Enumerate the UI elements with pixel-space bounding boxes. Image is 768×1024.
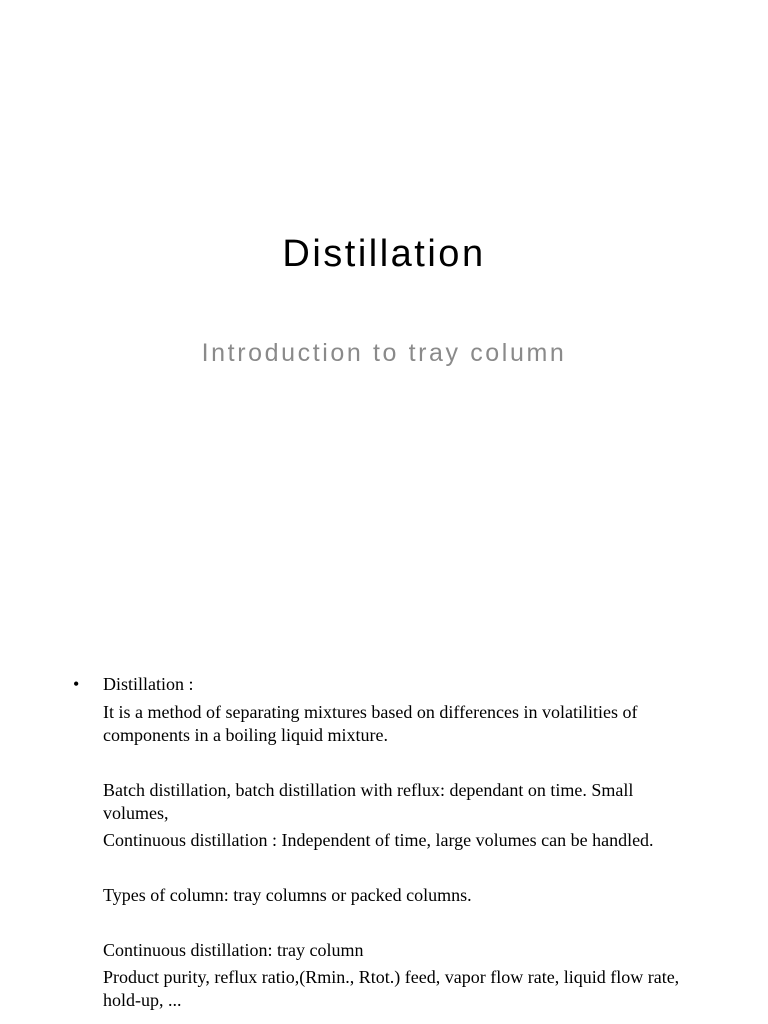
- bullet-marker: •: [73, 674, 80, 694]
- types-paragraph: Types of column: tray columns or packed columns.: [103, 885, 472, 905]
- product-paragraph: Product purity, reflux ratio,(Rmin., Rtot.) feed, vapor flow rate, liquid flow rate, hold-up, ...: [103, 967, 680, 1010]
- slide-subtitle: Introduction to tray column: [201, 339, 567, 367]
- definition-paragraph: It is a method of separating mixtures based on differences in volatilities of components in a boiling liquid mixture.: [103, 702, 638, 745]
- continuous-paragraph: Continuous distillation : Independent of time, large volumes can be handled.: [103, 830, 654, 850]
- slide-title: Distillation: [282, 233, 486, 275]
- bullet-text-column: [103, 673, 703, 1012]
- tray-column-heading: Continuous distillation: tray column: [103, 940, 364, 960]
- bullet-heading: Distillation :: [103, 674, 194, 694]
- batch-paragraph: Batch distillation, batch distillation with reflux: dependant on time. Small volumes,: [103, 780, 634, 823]
